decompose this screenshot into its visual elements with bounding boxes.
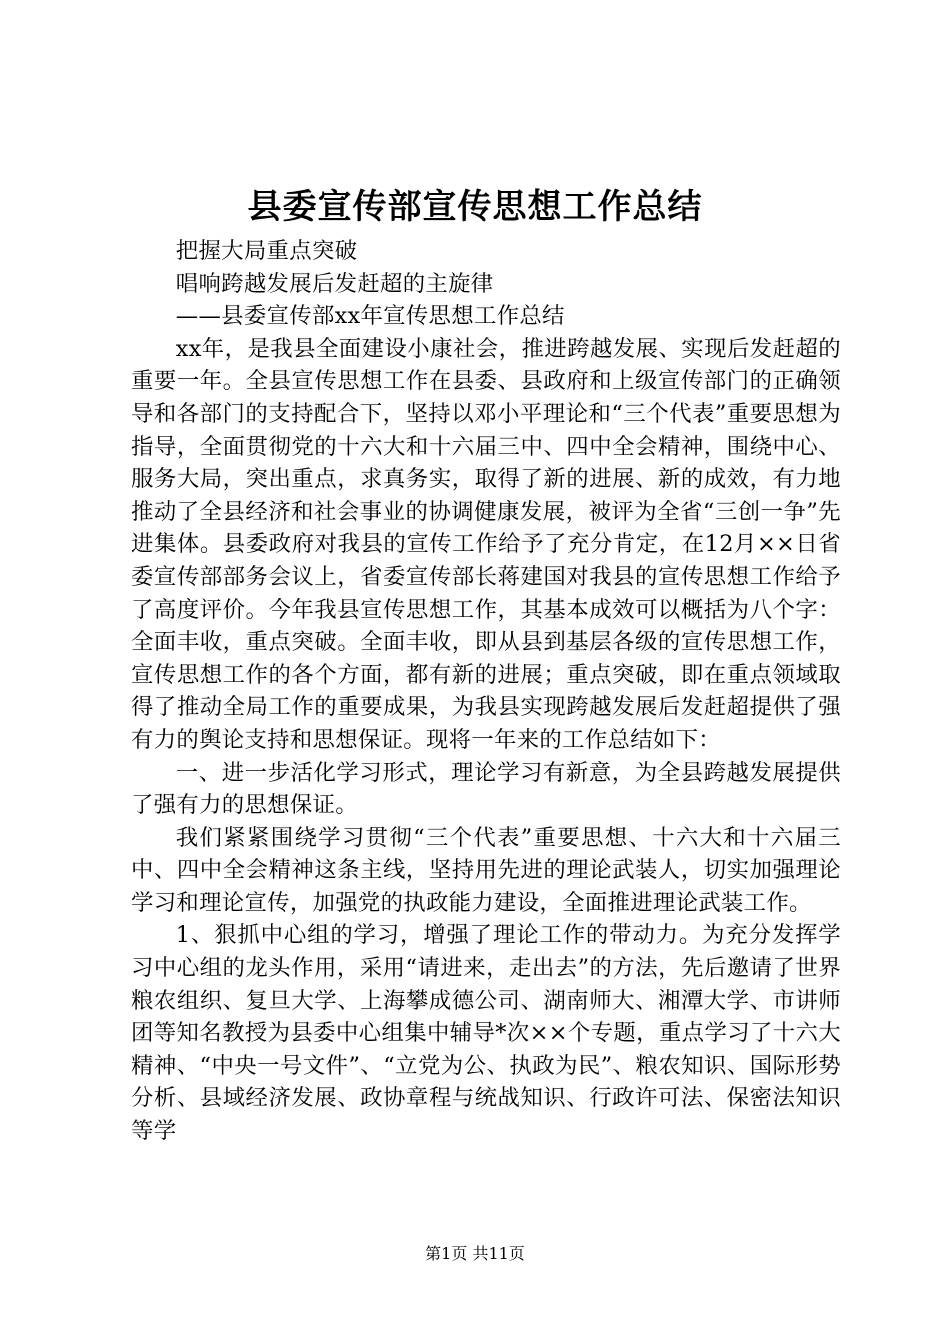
- document-body: [131, 235, 841, 1148]
- document-title: 县委宣传部宣传思想工作总结: [247, 187, 703, 227]
- subtitle-line-2: 唱响跨越发展后发赶超的主旋律: [175, 270, 494, 297]
- intro-paragraph: xx年，是我县全面建设小康社会，推进跨越发展、实现后发赶超的重要一年。全县宣传思想工作在县委、县政府和上级宣传部门的正确领导和各部门的支持配合下，坚持以邓小平理论和“三个代表”重要思想为指导，全面贯彻党的十六大和十六届三中、四中全会精神，围绕中心、服务大局，突出重点，求真务实，取得了新的进展、新的成效，有力地推动了全县经济和社会事业的协调健康发展，被评为全省“三创一争”先进集体。县委政府对我县的宣传工作给予了充分肯定，在12月××日省委宣传部部务会议上，省委宣传部长蒋建国对我县的宣传思想工作给予了高度评价。今年我县宣传思想工作，其基本成效可以概括为八个字：全面丰收，重点突破。全面丰收，即从县到基层各级的宣传思想工作，宣传思想工作的各个方面，都有新的进展；重点突破，即在重点领域取得了推动全局工作的重要成果，为我县实现跨越发展后发赶超提供了强有力的舆论支持和思想保证。现将一年来的工作总结如下：: [131, 335, 841, 753]
- subtitle-line-1: 把握大局重点突破: [175, 238, 358, 264]
- section-paragraph: 我们紧紧围绕学习贯彻“三个代表”重要思想、十六大和十六届三中、四中全会精神这条主线，坚持用先进的理论武装人，切实加强理论学习和理论宣传，加强党的执政能力建设，全面推进理论武装工作。: [131, 824, 841, 916]
- item-paragraph-1: 1、狠抓中心组的学习，增强了理论工作的带动力。为充分发挥学习中心组的龙头作用，采用“请进来，走出去”的方法，先后邀请了世界粮农组织、复旦大学、上海攀成德公司、湖南师大、湘潭大学、市讲师团等知名教授为县委中心组集中辅导*次××个专题，重点学习了十六大精神、“中央一号文件”、“立党为公、执政为民”、粮农知识、国际形势分析、县域经济发展、政协章程与统战知识、行政许可法、保密法知识等学: [131, 922, 841, 1145]
- page-footer: 第1页 共11页: [425, 1244, 525, 1263]
- section-heading-1: 一、进一步活化学习形式，理论学习有新意，为全县跨越发展提供了强有力的思想保证。: [131, 759, 841, 819]
- subtitle-line-3: ——县委宣传部xx年宣传思想工作总结: [175, 303, 565, 330]
